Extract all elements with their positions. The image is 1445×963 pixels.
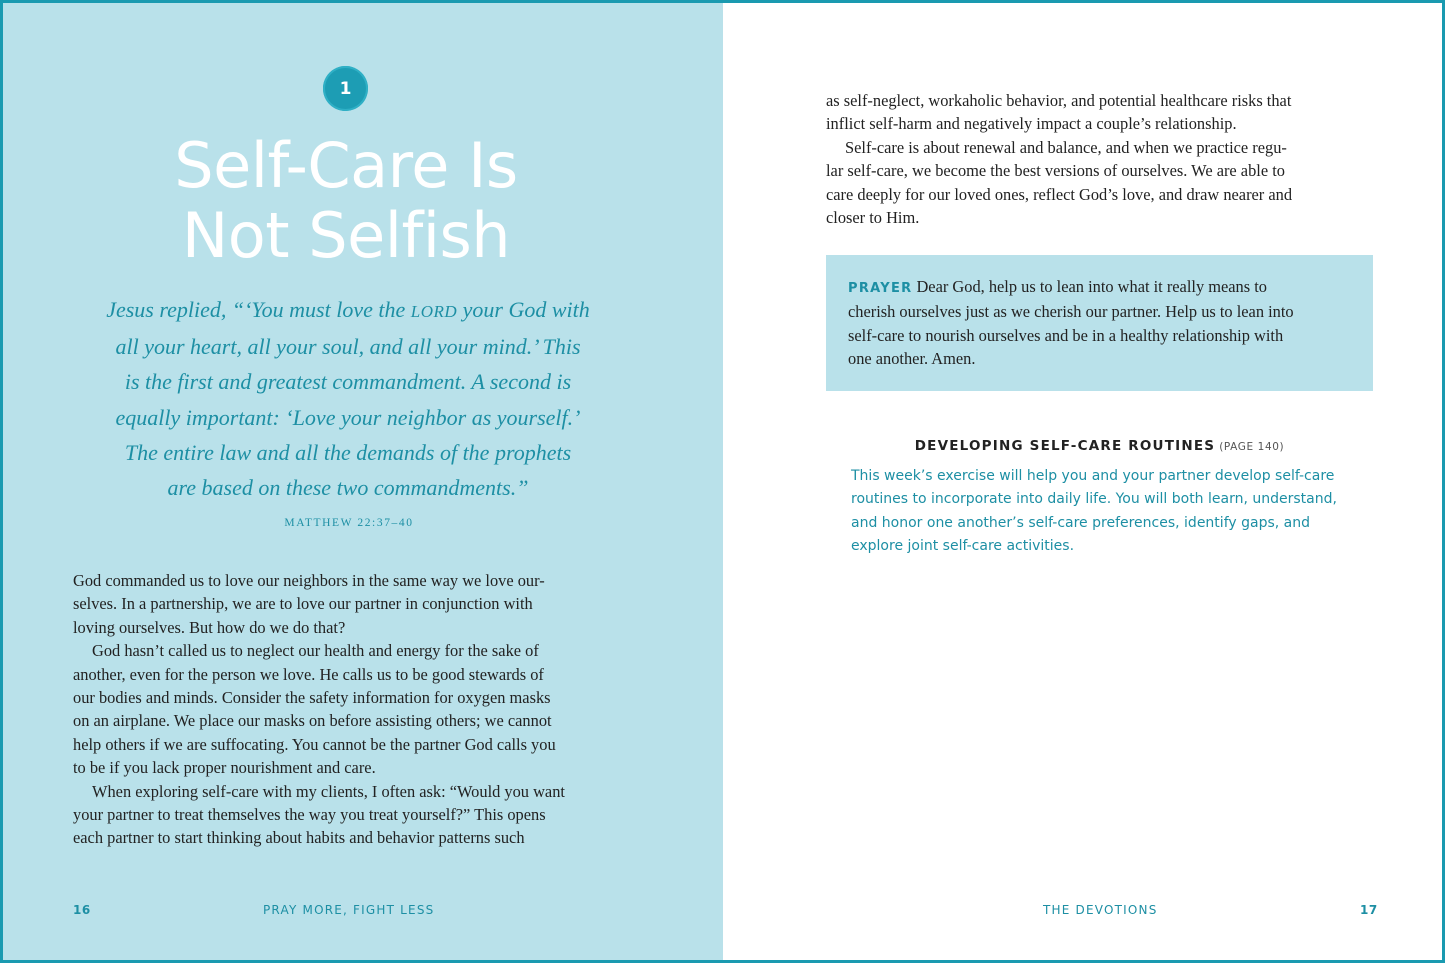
right-running-head: THE DEVOTIONS	[1043, 903, 1158, 917]
prayer-box	[826, 255, 1373, 391]
scripture-line-1: Jesus replied, “‘You must love the LORD your God with	[106, 297, 590, 322]
body-line: loving ourselves. But how do we do that?	[73, 617, 346, 637]
prayer-line-1: PRAYER Dear God, help us to lean into what it really means to	[848, 277, 1267, 296]
left-page-number: 16	[73, 903, 91, 917]
prayer-line-3: self-care to nourish ourselves and be in a healthy relationship with	[848, 325, 1284, 345]
prayer-line-4: one another. Amen.	[848, 349, 976, 369]
body-line: lar self-care, we become the best versions of ourselves. We are able to	[826, 161, 1285, 181]
body-line: to be if you lack proper nourishment and care.	[73, 758, 376, 778]
body-line: care deeply for our loved ones, reflect God’s love, and draw nearer and	[826, 184, 1293, 204]
exercise-heading	[826, 437, 1373, 455]
prayer-label: PRAYER	[848, 281, 913, 296]
body-line: When exploring self-care with my clients, I often ask: “Would you want	[92, 781, 565, 801]
right-page	[723, 3, 1442, 960]
body-line: as self-neglect, workaholic behavior, and potential healthcare risks that	[826, 91, 1292, 110]
scripture-quote	[83, 292, 613, 505]
body-line: God hasn’t called us to neglect our health and energy for the sake of	[92, 641, 539, 661]
chapter-number-badge: 1	[323, 66, 368, 111]
body-line: our bodies and minds. Consider the safety information for oxygen masks	[73, 688, 551, 708]
left-body-text	[73, 569, 633, 850]
scripture-line-3: is the first and greatest commandment. A second is	[124, 369, 572, 395]
exercise-line: This week’s exercise will help you and your partner develop self-care	[851, 468, 1335, 484]
left-page	[3, 3, 723, 960]
body-line: your partner to treat themselves the way you treat yourself?” This opens	[73, 805, 546, 825]
body-line: selves. In a partnership, we are to love our partner in conjunction with	[73, 594, 533, 614]
body-line: Self-care is about renewal and balance, and when we practice regu-	[845, 137, 1287, 157]
body-line: closer to Him.	[826, 208, 920, 228]
body-line: inflict self-harm and negatively impact a couple’s relationship.	[826, 114, 1237, 134]
scripture-line-4: equally important: ‘Love your neighbor as yourself.’	[115, 404, 581, 430]
chapter-title-line-1: Self-Care Is	[174, 129, 518, 202]
scripture-line-2: all your heart, all your soul, and all your mind.’ This	[115, 334, 581, 360]
body-line: each partner to start thinking about habits and behavior patterns such	[73, 828, 525, 848]
chapter-title	[3, 131, 689, 271]
prayer-text	[848, 275, 1294, 371]
prayer-line-2: cherish ourselves just as we cherish our partner. Help us to lean into	[848, 302, 1294, 322]
left-running-head: PRAY MORE, FIGHT LESS	[263, 903, 435, 917]
scripture-citation: MATTHEW 22:37–40	[284, 517, 414, 529]
scripture-line-5: The entire law and all the demands of the prophets	[124, 439, 572, 465]
exercise-description	[851, 465, 1351, 559]
body-line: on an airplane. We place our masks on before assisting others; we cannot	[73, 711, 552, 731]
lord-small-caps: LORD	[410, 302, 458, 321]
exercise-line: and honor one another’s self-care preferences, identify gaps, and	[851, 514, 1310, 531]
body-line: God commanded us to love our neighbors in the same way we love our-	[73, 571, 545, 590]
body-line: help others if we are suffocating. You cannot be the partner God calls you	[73, 734, 556, 754]
exercise-line: explore joint self-care activities.	[851, 538, 1075, 555]
exercise-title: DEVELOPING SELF-CARE ROUTINES	[914, 438, 1216, 454]
chapter-title-line-2: Not Selfish	[181, 199, 511, 272]
right-page-number: 17	[1360, 903, 1378, 917]
exercise-line: routines to incorporate into daily life. You will both learn, understand,	[851, 491, 1337, 508]
exercise-page-ref: (PAGE 140)	[1219, 441, 1285, 453]
right-body-text	[826, 89, 1366, 229]
scripture-line-6: are based on these two commandments.”	[167, 475, 529, 501]
body-line: another, even for the person we love. He calls us to be good stewards of	[73, 664, 544, 684]
